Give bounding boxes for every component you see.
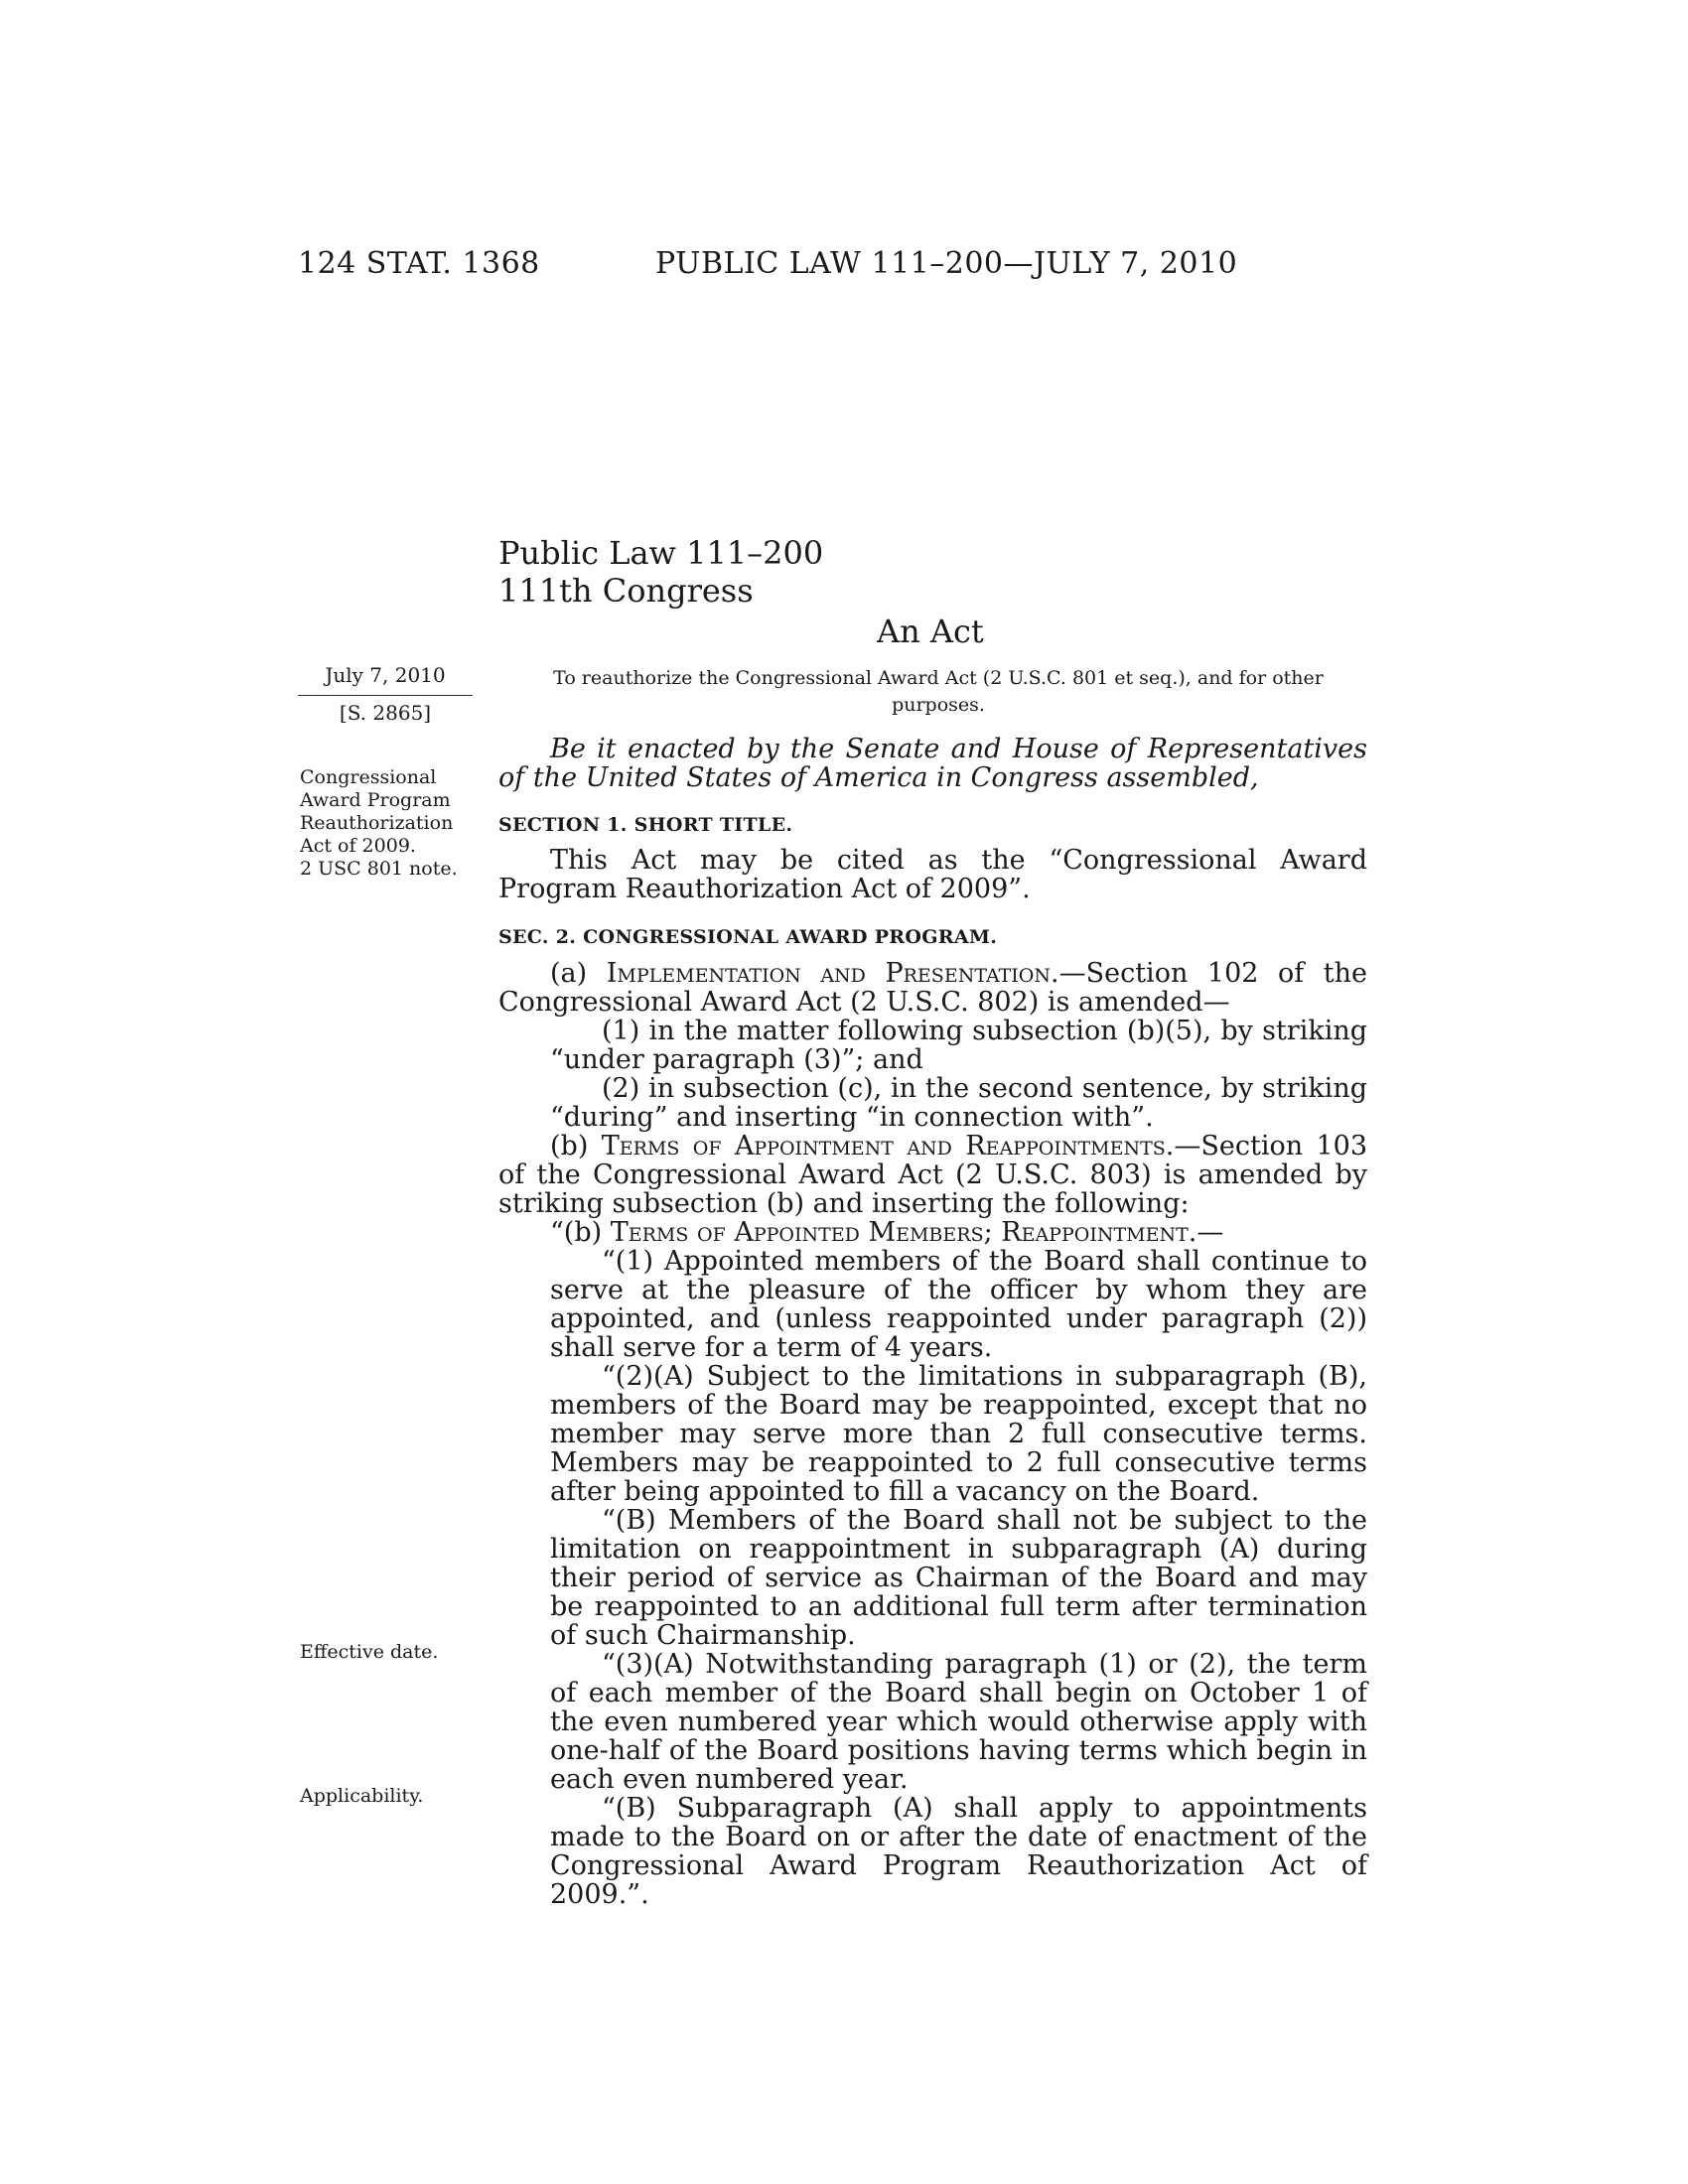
- quoted-paragraph-2b: “(B) Members of the Board shall not be subject to the limitation on reappointment in subparagraph (A) during their period of service as Chairman of the Board and may be reappointed to an additional full term after termination of such Chairmanship.: [550, 1505, 1367, 1651]
- margin-note-line: Reauthorization: [300, 812, 454, 834]
- margin-note-line: Congressional: [300, 766, 437, 788]
- subsection-b: (b) Terms of Appointment and Reappointments.—Section 103 of the Congressional Award Act (2 U.S.C. 803) is amended by striking subsection (b) and inserting the following:: [498, 1131, 1368, 1219]
- running-title: PUBLIC LAW 111–200—JULY 7, 2010: [655, 246, 1238, 281]
- quoted-paragraph-2a: “(2)(A) Subject to the limitations in subparagraph (B), members of the Board may be reappointed, except that no member may serve more than 2 full consecutive terms. Members may be reappointed to 2 full consecutive terms after being appointed to fill a vacancy on the Board.: [550, 1361, 1367, 1507]
- section-1-heading: SECTION 1. SHORT TITLE.: [498, 814, 793, 836]
- quoted-subsection-b: “(b) Terms of Appointed Members; Reappointment.—: [550, 1217, 1224, 1248]
- section-2-heading: SEC. 2. CONGRESSIONAL AWARD PROGRAM.: [498, 926, 998, 948]
- quoted-paragraph-3b: “(B) Subparagraph (A) shall apply to appointments made to the Board on or after the date of enactment of the Congressional Award Program Reauthorization Act of 2009.”.: [550, 1793, 1367, 1910]
- enacting-clause: Be it enacted by the Senate and House of Representatives of the United States of America in Congress assembled,: [498, 734, 1367, 793]
- margin-note-short-title: [300, 766, 458, 881]
- margin-note-line: 2 USC 801 note.: [300, 858, 458, 880]
- public-law-number: Public Law 111–200: [498, 534, 824, 572]
- quoted-paragraph-3a: “(3)(A) Notwithstanding paragraph (1) or (2), the term of each member of the Board shall begin on October 1 of the even numbered year which would otherwise apply with one-half of the Board positions having terms which begin in each even numbered year.: [550, 1649, 1367, 1795]
- quoted-paragraph-1: “(1) Appointed members of the Board shall continue to serve at the pleasure of the officer by whom they are appointed, and (unless reappointed under paragraph (2)) shall serve for a term of 4 years.: [550, 1246, 1367, 1363]
- margin-note-effective-date: Effective date.: [300, 1641, 439, 1663]
- congress-number: 111th Congress: [498, 572, 754, 610]
- margin-note-line: Act of 2009.: [300, 835, 416, 857]
- section-1-text: This Act may be cited as the “Congressional Award Program Reauthorization Act of 2009”.: [498, 845, 1367, 904]
- section-2-body: [498, 959, 1367, 1909]
- bill-number: [S. 2865]: [339, 701, 432, 725]
- paragraph-a1: (1) in the matter following subsection (b)(5), by striking “under paragraph (3)”; and: [550, 1016, 1367, 1075]
- date-divider: [298, 695, 473, 696]
- act-purpose: To reauthorize the Congressional Award Act (2 U.S.C. 801 et seq.), and for other purposes.: [553, 667, 1324, 716]
- act-title: An Act: [877, 613, 984, 650]
- subsection-b-caption: Terms of Appointment and Reappointments.: [601, 1131, 1175, 1161]
- margin-note-line: Award Program: [300, 789, 451, 811]
- page-stat-citation: 124 STAT. 1368: [298, 246, 540, 281]
- margin-note-applicability: Applicability.: [300, 1785, 424, 1807]
- quoted-subsection-b-caption: Terms of Appointed Members; Reappointment.: [610, 1217, 1197, 1248]
- paragraph-a2: (2) in subsection (c), in the second sentence, by striking “during” and inserting “in connection with”.: [550, 1073, 1367, 1133]
- subsection-a-caption: Implementation and Presentation.: [606, 958, 1059, 989]
- subsection-a: (a) Implementation and Presentation.—Section 102 of the Congressional Award Act (2 U.S.C. 802) is amended—: [498, 958, 1368, 1018]
- enactment-date: July 7, 2010: [325, 663, 446, 687]
